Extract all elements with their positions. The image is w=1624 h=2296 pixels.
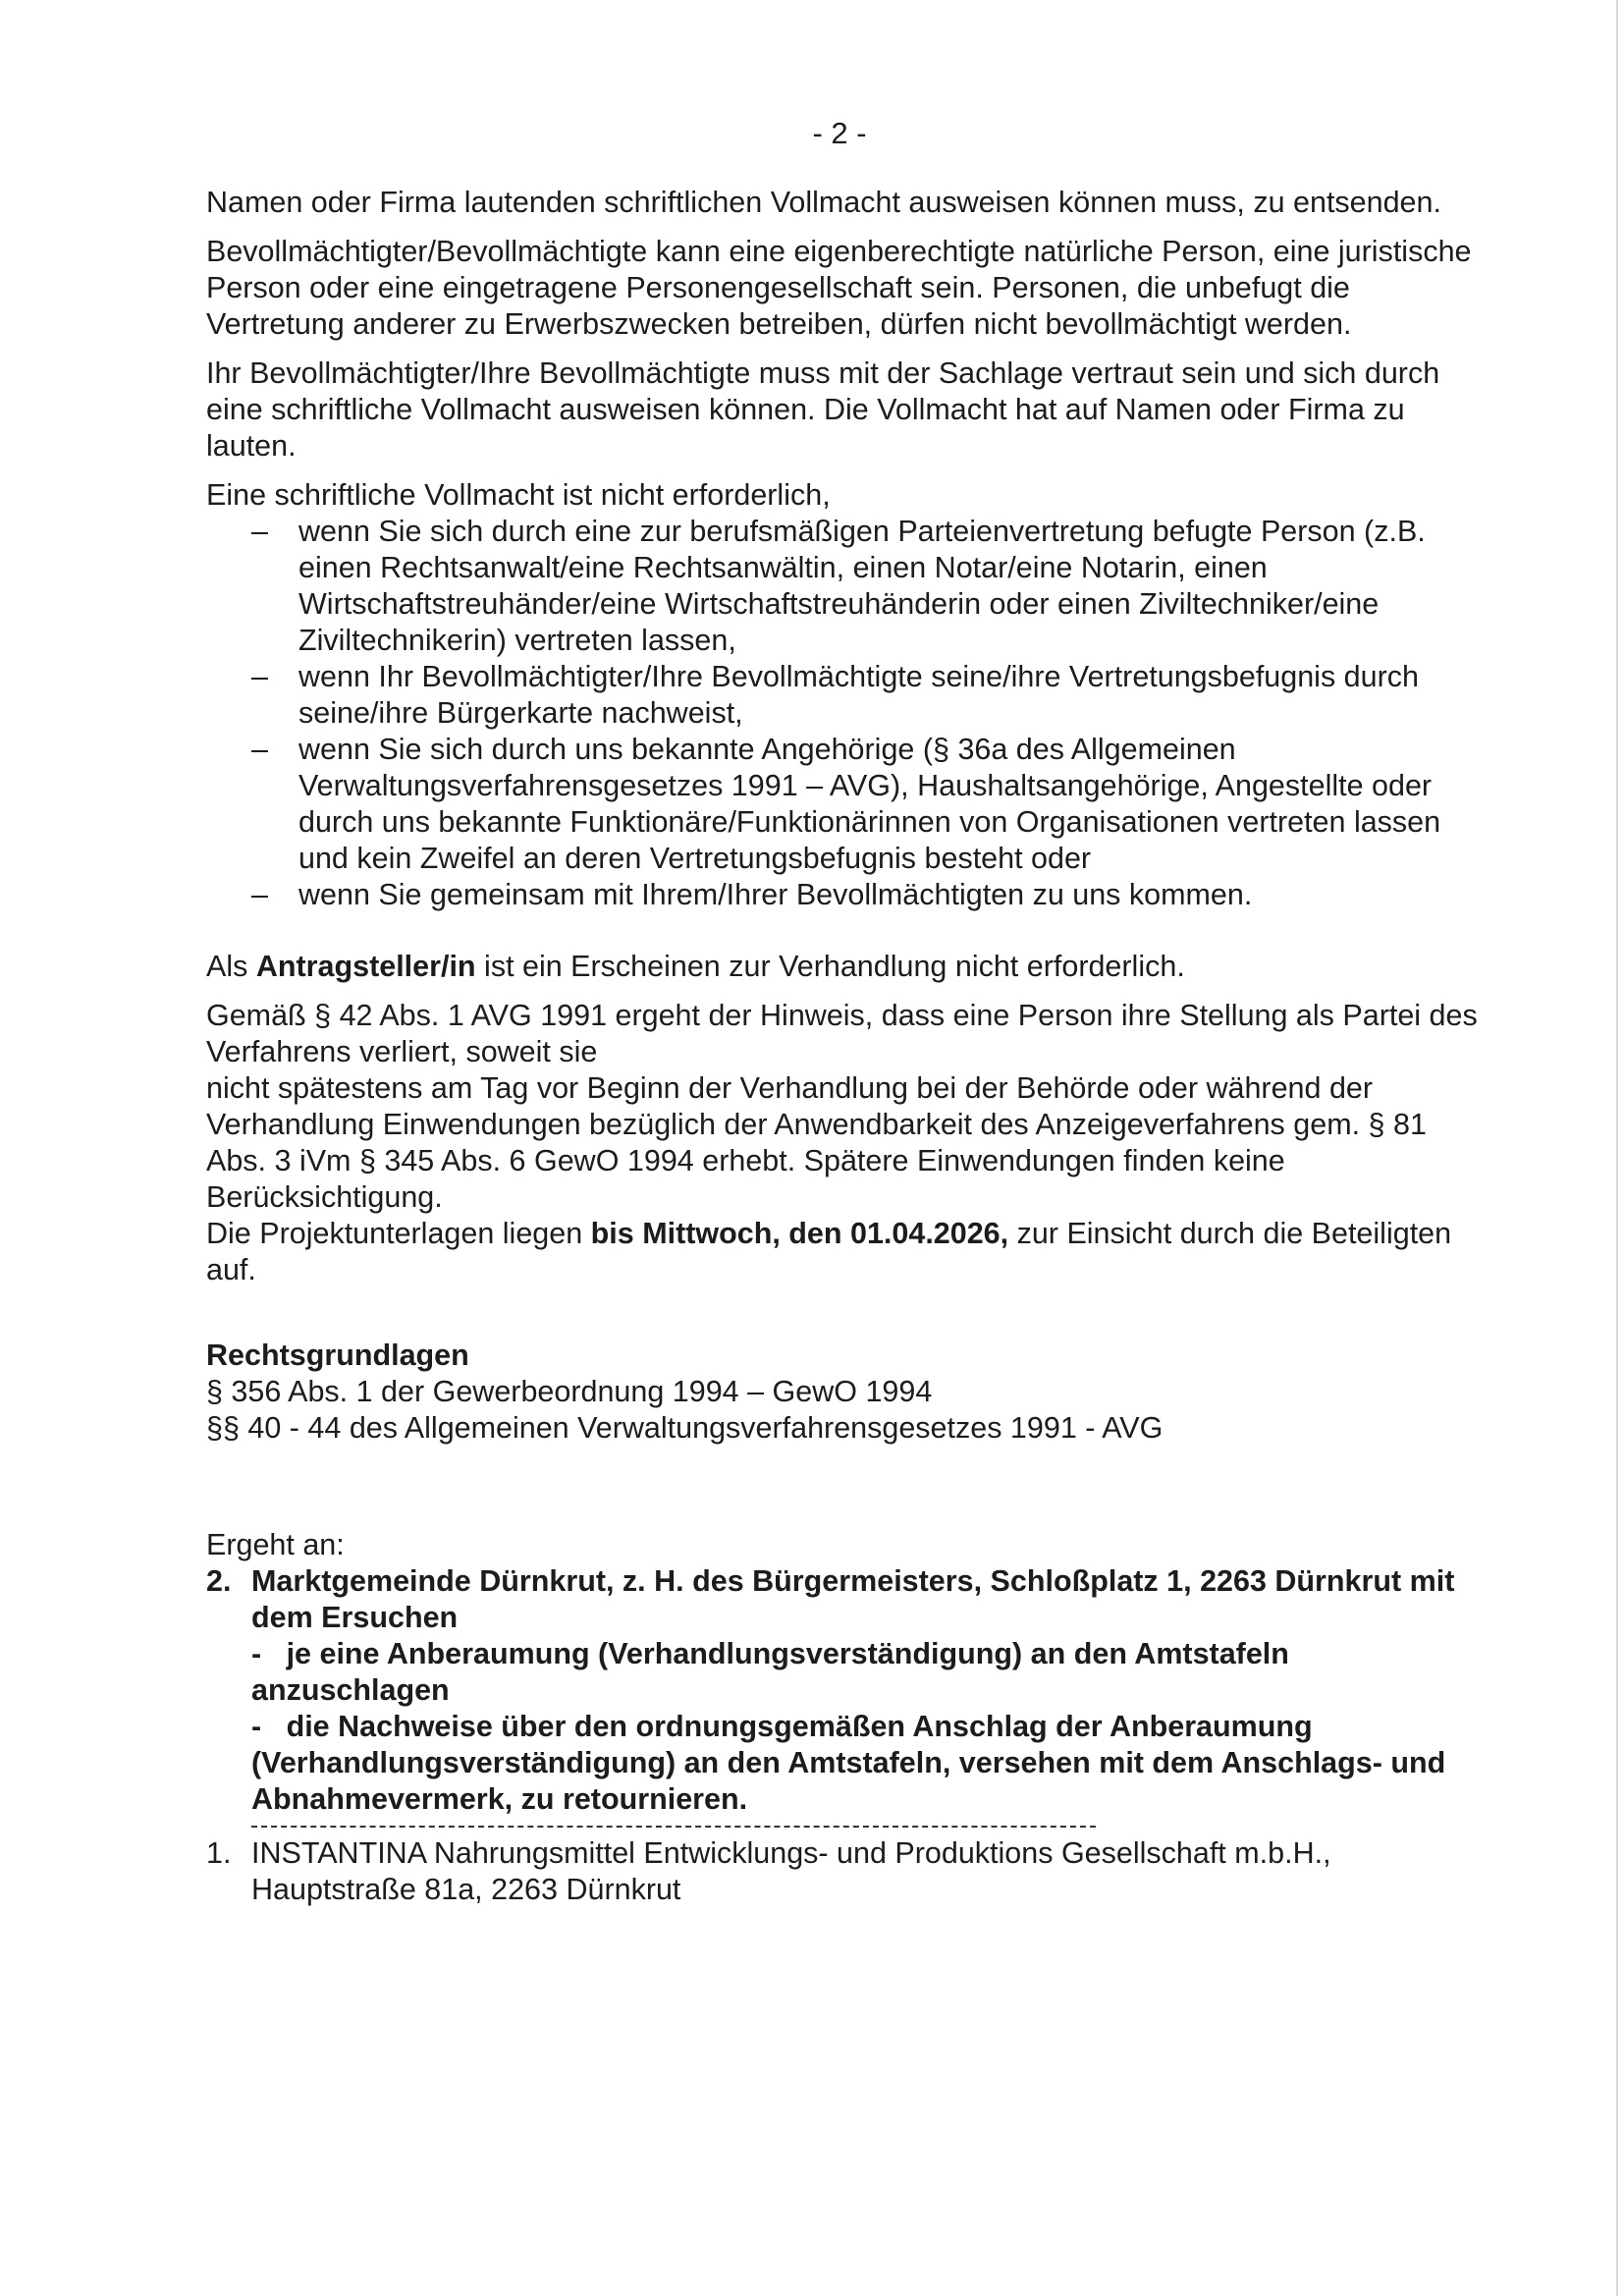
paragraph-no-power-needed: Eine schriftliche Vollmacht ist nicht erforderlich, [206, 478, 831, 512]
scan-edge-line [1616, 0, 1618, 2296]
paragraph-notice-line2: nicht spätestens am Tag vor Beginn der Verhandlung bei der Behörde oder während der Verhandlung Einwendungen bezüglich der Anwendbarkeit des Anzeigeverfahrens gem. § 81 Abs. 3 iVm § 345 Abs. 6 GewO 1994 erhebt. Spätere Einwendungen finden keine Berücksichtigung. [206, 1071, 1427, 1214]
dashed-separator [251, 1826, 1096, 1828]
list-item: – wenn Sie sich durch eine zur berufsmäßigen Parteienvertretung befugte Person (z.B. einen Rechtsanwalt/eine Rechtsanwältin, einen Notar/eine Notarin, einen Wirtschaftstreuhänder/eine Wirtschaftstreuhänderin oder einen Ziviltechniker/eine Ziviltechnikerin) vertreten lassen, [251, 515, 1426, 657]
page-number: - 2 - [812, 116, 867, 150]
list-item: – wenn Sie sich durch uns bekannte Angehörige (§ 36a des Allgemeinen Verwaltungsverfahrensgesetzes 1991 – AVG), Haushaltsangehörige, Angestellte oder durch uns bekannte Funktionäre/Funktionärinnen von Organisationen vertreten lassen und kein Zweifel an deren Vertretungsbefugnis besteht oder [251, 733, 1441, 875]
dash-marker: – [251, 515, 268, 548]
paragraph-representation-continued: Namen oder Firma lautenden schriftlichen Vollmacht ausweisen können muss, zu entsenden. [206, 186, 1441, 219]
exceptions-list [206, 514, 1483, 913]
paragraph-notice-line1: Gemäß § 42 Abs. 1 AVG 1991 ergeht der Hinweis, dass eine Person ihre Stellung als Partei des Verfahrens verliert, soweit sie [206, 999, 1478, 1068]
distribution-list [206, 1563, 1483, 1818]
legal-basis-item: § 356 Abs. 1 der Gewerbeordnung 1994 – GewO 1994 [206, 1375, 933, 1408]
dash-marker: – [251, 878, 268, 911]
paragraph-documents: Die Projektunterlagen liegen bis Mittwoch, den 01.04.2026, zur Einsicht durch die Beteiligten auf. [206, 1217, 1452, 1286]
dash-marker: – [251, 660, 268, 693]
legal-basis-heading: Rechtsgrundlagen [206, 1339, 469, 1372]
distribution-list-applicant [206, 1835, 1483, 1908]
distribution-item-municipality: 2. Marktgemeinde Dürnkrut, z. H. des Bürgermeisters, Schloßplatz 1, 2263 Dürnkrut mit dem Ersuchen - je eine Anberaumung (Verhandlungsverständigung) an den Amtstafeln anzuschlagen - die Nachweise über den ordnungsgemäßen Anschlag der Anberaumung (Verhandlungsverständigung) an den Amtstafeln, versehen mit dem Anschlags- und Abnahmevermerk, zu retournieren. [206, 1563, 1483, 1818]
dash-marker: – [251, 733, 268, 766]
document-body [206, 185, 1483, 1908]
distribution-item-company: 1. INSTANTINA Nahrungsmittel Entwicklungs- und Produktions Gesellschaft m.b.H., Hauptstraße 81a, 2263 Dürnkrut [206, 1836, 1331, 1906]
distribution-subitem: - je eine Anberaumung (Verhandlungsverständigung) an den Amtstafeln anzuschlagen [251, 1637, 1298, 1707]
distribution-heading: Ergeht an: [206, 1528, 345, 1561]
paragraph-applicant: Als Antragsteller/in ist ein Erscheinen zur Verhandlung nicht erforderlich. [206, 950, 1185, 983]
list-item: – wenn Sie gemeinsam mit Ihrem/Ihrer Bevollmächtigten zu uns kommen. [251, 878, 1253, 911]
paragraph-power-of-attorney: Ihr Bevollmächtigter/Ihre Bevollmächtigte muss mit der Sachlage vertraut sein und sich durch eine schriftliche Vollmacht ausweisen können. Die Vollmacht hat auf Namen oder Firma zu lauten. [206, 356, 1440, 463]
legal-basis-item: §§ 40 - 44 des Allgemeinen Verwaltungsverfahrensgesetzes 1991 - AVG [206, 1411, 1164, 1445]
list-item: – wenn Ihr Bevollmächtigter/Ihre Bevollmächtigte seine/ihre Vertretungsbefugnis durch seine/ihre Bürgerkarte nachweist, [251, 660, 1419, 730]
distribution-subitem: - die Nachweise über den ordnungsgemäßen Anschlag der Anberaumung (Verhandlungsverständigung) an den Amtstafeln, versehen mit dem Anschlags- und Abnahmevermerk, zu retournieren. [251, 1710, 1453, 1816]
paragraph-authorized-person: Bevollmächtigter/Bevollmächtigte kann eine eigenberechtigte natürliche Person, eine juristische Person oder eine eingetragene Personengesellschaft sein. Personen, die unbefugt die Vertretung anderer zu Erwerbszwecken betreiben, dürfen nicht bevollmächtigt werden. [206, 235, 1472, 341]
